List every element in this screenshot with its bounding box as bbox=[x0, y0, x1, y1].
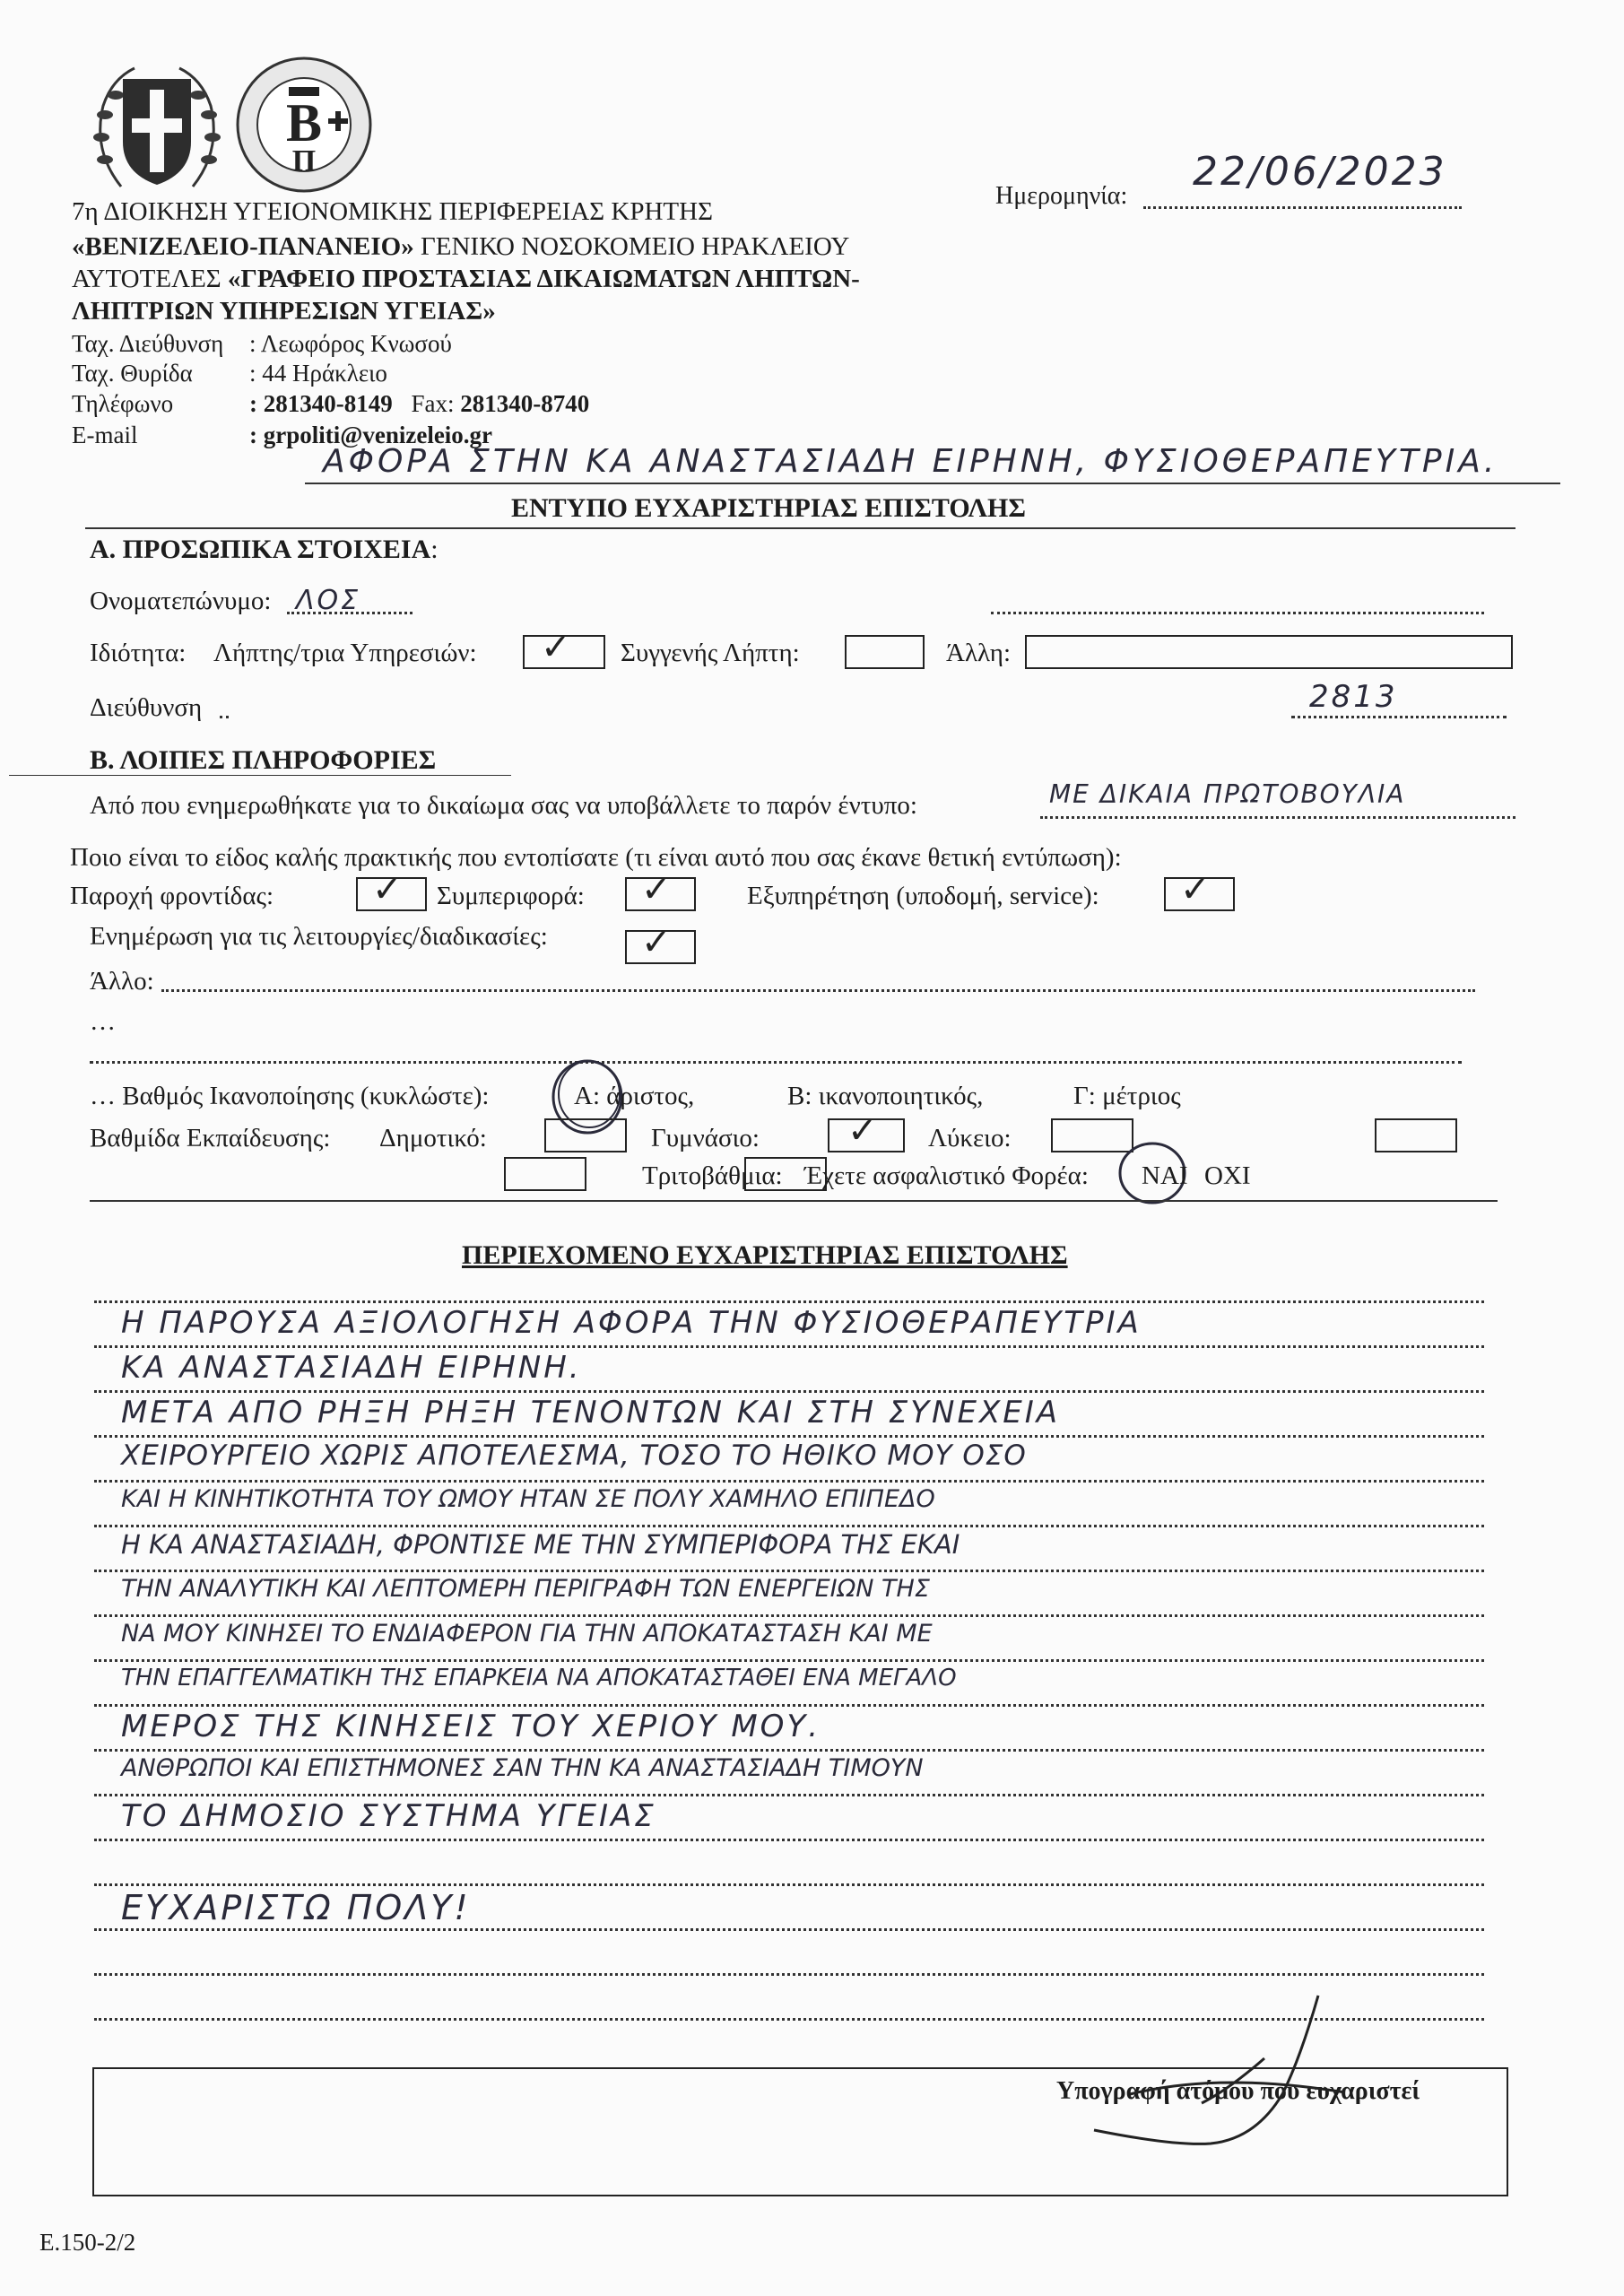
letter-guide-line bbox=[94, 1480, 1484, 1483]
date-dots bbox=[1143, 206, 1462, 209]
blank-dots bbox=[90, 1061, 1462, 1064]
check-mark-icon: ✓ bbox=[847, 1110, 878, 1152]
insurance-no[interactable]: ΟΧΙ bbox=[1204, 1161, 1251, 1190]
role-option-relative: Συγγενής Λήπτη: bbox=[621, 639, 800, 667]
role-label: Ιδιότητα: bbox=[90, 639, 187, 667]
email-label: E-mail bbox=[72, 422, 138, 448]
education-label: Βαθμίδα Εκπαίδευσης: bbox=[90, 1124, 331, 1152]
section-b-rule bbox=[9, 775, 511, 776]
header-line-2 bbox=[72, 234, 849, 260]
edu-tertiary-label: Τριτοβάθμια: bbox=[642, 1161, 783, 1190]
letter-guide-line bbox=[94, 1525, 1484, 1527]
fax-label: Fax: bbox=[411, 390, 455, 417]
hospital-type: ΓΕΝΙΚΟ ΝΟΣΟΚΟΜΕΙΟ ΗΡΑΚΛΕΙΟΥ bbox=[421, 232, 850, 261]
option-info-checkbox[interactable] bbox=[625, 922, 696, 964]
option-behavior-checkbox[interactable] bbox=[625, 869, 696, 911]
office-name-part2: ΛΗΠΤΡΙΩΝ ΥΠΗΡΕΣΙΩΝ ΥΓΕΙΑΣ» bbox=[72, 297, 496, 326]
insurance-question: Έχετε ασφαλιστικό Φορέα: bbox=[804, 1161, 1089, 1190]
edu-tertiary-checkbox-left[interactable] bbox=[504, 1157, 586, 1191]
letter-line-12: ΤΟ ΔΗΜΟΣΙΟ ΣΥΣΤΗΜΑ ΥΓΕΙΑΣ bbox=[121, 1798, 656, 1834]
address-field-label: Διεύθυνση bbox=[90, 693, 203, 722]
signature-scribble bbox=[1076, 1987, 1363, 2166]
letter-line-10: ΜΕΡΟΣ ΤΗΣ ΚΙΝΗΣΕΙΣ ΤΟΥ ΧΕΡΙΟΥ ΜΟΥ. bbox=[121, 1709, 821, 1744]
letter-line-8: ΝΑ ΜΟΥ ΚΙΝΗΣΕΙ ΤΟ ΕΝΔΙΑΦΕΡΟΝ ΓΙΑ ΤΗΝ ΑΠΟΚΑΤΑΣΤΑΣΗ ΚΑΙ ΜΕ bbox=[121, 1620, 933, 1648]
section-a-title bbox=[90, 536, 439, 563]
role-recipient-checkbox[interactable] bbox=[523, 627, 605, 669]
check-mark-icon: ✓ bbox=[641, 922, 672, 963]
edu-primary-label: Δημοτικό: bbox=[379, 1124, 487, 1152]
address-dots-1 bbox=[220, 716, 229, 718]
greek-state-emblem bbox=[85, 52, 229, 200]
edu-gymnasium-checkbox[interactable] bbox=[828, 1110, 905, 1152]
section-a-title-text: Α. ΠΡΟΣΩΠΙΚΑ ΣΤΟΙΧΕΙΑ bbox=[90, 535, 431, 564]
check-mark-icon: ✓ bbox=[541, 627, 571, 668]
option-service-label: Εξυπηρέτηση (υποδομή, service): bbox=[747, 882, 1099, 910]
section-b-bottom-rule bbox=[90, 1200, 1498, 1202]
letter-guide-line bbox=[94, 1390, 1484, 1393]
header-line-3 bbox=[72, 266, 860, 292]
insurance-yes[interactable]: ΝΑΙ bbox=[1142, 1161, 1188, 1190]
satisfaction-excellent[interactable]: Α: άριστος, bbox=[574, 1082, 695, 1110]
letter-guide-line bbox=[94, 1839, 1484, 1841]
letter-line-14: ΕΥΧΑΡΙΣΤΩ ΠΟΛΥ! bbox=[121, 1888, 471, 1927]
option-service-checkbox[interactable] bbox=[1164, 869, 1235, 911]
address-field-value: 2813 bbox=[1309, 679, 1398, 715]
letter-line-6: Η ΚΑ ΑΝΑΣΤΑΣΙΑΔΗ, ΦΡΟΝΤΙΣΕ ΜΕ ΤΗΝ ΣΥΜΠΕΡΙΦΟΡΑ ΤΗΣ ΕΚΑΙ bbox=[121, 1529, 960, 1560]
section-a-colon: : bbox=[430, 535, 439, 564]
letter-guide-line bbox=[94, 1883, 1484, 1886]
office-autonomous: ΑΥΤΟΤΕΛΕΣ bbox=[72, 265, 221, 293]
svg-text:Π: Π bbox=[291, 144, 317, 178]
date-label: Ημερομηνία: bbox=[995, 182, 1128, 210]
letter-line-9: ΤΗΝ ΕΠΑΓΓΕΛΜΑΤΙΚΗ ΤΗΣ ΕΠΑΡΚΕΙΑ ΝΑ ΑΠΟΚΑΤΑΣΤΑΘΕΙ ΕΝΑ ΜΕΓΑΛΟ bbox=[121, 1665, 957, 1692]
letter-guide-line bbox=[94, 1570, 1484, 1572]
letter-guide-line bbox=[94, 1973, 1484, 1976]
subject-underline bbox=[305, 483, 1560, 484]
other-label: Άλλο: bbox=[90, 967, 154, 996]
role-relative-checkbox[interactable] bbox=[845, 635, 925, 669]
other-ellipsis: … bbox=[90, 1007, 116, 1036]
signature-label: Υπογραφή ατόμου που ευχαριστεί bbox=[1056, 2077, 1420, 2105]
letter-guide-line bbox=[94, 1749, 1484, 1752]
letter-guide-line bbox=[94, 1345, 1484, 1348]
letter-body bbox=[94, 1292, 1493, 2036]
option-care-label: Παροχή φροντίδας: bbox=[70, 882, 274, 910]
letter-line-5: ΚΑΙ Η ΚΙΝΗΤΙΚΟΤΗΤΑ ΤΟΥ ΩΜΟΥ ΗΤΑΝ ΣΕ ΠΟΛΥ ΧΑΜΗΛΟ ΕΠΙΠΕΔΟ bbox=[121, 1485, 935, 1513]
edu-extra-checkbox[interactable] bbox=[1375, 1118, 1457, 1152]
letter-guide-line bbox=[94, 1794, 1484, 1796]
handwritten-subject: ΑΦΟΡΑ ΣΤΗΝ ΚΑ ΑΝΑΣΤΑΣΙΑΔΗ ΕΙΡΗΝΗ, ΦΥΣΙΟΘΕΡΑΠΕΥΤΡΙΑ. bbox=[323, 443, 1498, 480]
name-label: Ονοματεπώνυμο: bbox=[90, 587, 272, 615]
letter-line-2: ΚΑ ΑΝΑΣΤΑΣΙΑΔΗ ΕΙΡΗΝΗ. bbox=[121, 1350, 582, 1386]
letter-guide-line bbox=[94, 1704, 1484, 1707]
address-value: : Λεωφόρος Κνωσού bbox=[249, 330, 452, 357]
edu-lyceum-label: Λύκειο: bbox=[928, 1124, 1012, 1152]
satisfaction-moderate[interactable]: Γ: μέτριος bbox=[1073, 1082, 1181, 1110]
source-question: Από που ενημερωθήκατε για το δικαίωμα σας να υποβάλλετε το παρόν έντυπο: bbox=[90, 791, 917, 820]
practice-question: Ποιο είναι το είδος καλής πρακτικής που εντοπίσατε (τι είναι αυτό που σας έκανε θετική εντύπωση): bbox=[70, 843, 1122, 872]
letter-line-3: ΜΕΤΑ ΑΠΟ ΡΗΞΗ ΡΗΞΗ ΤΕΝΟΝΤΩΝ ΚΑΙ ΣΤΗ ΣΥΝΕΧΕΙΑ bbox=[121, 1395, 1061, 1431]
title-rule bbox=[85, 527, 1515, 529]
email-value: : grpoliti@venizeleio.gr bbox=[249, 422, 493, 448]
letter-line-4: ΧΕΙΡΟΥΡΓΕΙΟ ΧΩΡΙΣ ΑΠΟΤΕΛΕΣΜΑ, ΤΟΣΟ ΤΟ ΗΘΙΚΟ ΜΟΥ ΟΣΟ bbox=[121, 1439, 1027, 1472]
letter-guide-line bbox=[94, 1435, 1484, 1438]
role-option-recipient: Λήπτης/τρια Υπηρεσιών: bbox=[213, 639, 477, 667]
name-value: ΛΟΣ bbox=[296, 585, 361, 616]
letter-line-11: ΑΝΘΡΩΠΟΙ ΚΑΙ ΕΠΙΣΤΗΜΟΝΕΣ ΣΑΝ ΤΗΝ ΚΑ ΑΝΑΣΤΑΣΙΑΔΗ ΤΙΜΟΥΝ bbox=[121, 1754, 924, 1782]
other-dots bbox=[161, 989, 1475, 992]
date-value: 22/06/2023 bbox=[1193, 149, 1447, 195]
hospital-name: «ΒΕΝΙΖΕΛΕΙΟ-ΠΑΝΑΝΕΙΟ» bbox=[72, 232, 414, 261]
name-dots-2 bbox=[991, 612, 1484, 614]
edu-primary-checkbox[interactable] bbox=[544, 1118, 627, 1152]
check-mark-icon: ✓ bbox=[641, 869, 672, 910]
section-b-title: Β. ΛΟΙΠΕΣ ΠΛΗΡΟΦΟΡΙΕΣ bbox=[90, 745, 437, 775]
role-other-field[interactable] bbox=[1025, 635, 1513, 669]
letter-guide-line bbox=[94, 1614, 1484, 1617]
satisfaction-satisfactory[interactable]: Β: ικανοποιητικός, bbox=[787, 1082, 984, 1110]
phone-label: Τηλέφωνο bbox=[72, 390, 174, 417]
letter-guide-line bbox=[94, 1659, 1484, 1662]
phone-row bbox=[249, 392, 589, 416]
option-behavior-label: Συμπεριφορά: bbox=[437, 882, 585, 910]
pobox-label: Ταχ. Θυρίδα bbox=[72, 360, 193, 387]
option-info-label: Ενημέρωση για τις λειτουργίες/διαδικασίες: bbox=[90, 922, 548, 951]
check-mark-icon: ✓ bbox=[372, 869, 403, 910]
edu-gymnasium-label: Γυμνάσιο: bbox=[651, 1124, 760, 1152]
phone-value: : 281340-8149 bbox=[249, 390, 393, 417]
source-answer: ΜΕ ΔΙΚΑΙΑ ΠΡΩΤΟΒΟΥΛΙΑ bbox=[1049, 779, 1406, 809]
letter-guide-line bbox=[94, 1928, 1484, 1931]
address-dots-2 bbox=[1291, 716, 1507, 718]
source-dots bbox=[1040, 816, 1515, 819]
svg-text:Β: Β bbox=[285, 93, 323, 152]
option-care-checkbox[interactable] bbox=[356, 869, 427, 911]
header-line-1: 7η ΔΙΟΙΚΗΣΗ ΥΓΕΙΟΝΟΜΙΚΗΣ ΠΕΡΙΦΕΡΕΙΑΣ ΚΡΗΤΗΣ bbox=[72, 197, 713, 226]
role-option-other: Άλλη: bbox=[946, 639, 1012, 667]
letter-line-1: Η ΠΑΡΟΥΣΑ ΑΞΙΟΛΟΓΗΣΗ ΑΦΟΡΑ ΤΗΝ ΦΥΣΙΟΘΕΡΑΠΕΥΤΡΙΑ bbox=[121, 1305, 1142, 1341]
office-name-part1: «ΓΡΑΦΕΙΟ ΠΡΟΣΤΑΣΙΑΣ ΔΙΚΑΙΩΜΑΤΩΝ ΛΗΠΤΩΝ- bbox=[227, 265, 860, 293]
hospital-logo bbox=[235, 56, 374, 195]
form-code: Ε.150-2/2 bbox=[39, 2229, 136, 2256]
letter-line-7: ΤΗΝ ΑΝΑΛΥΤΙΚΗ ΚΑΙ ΛΕΠΤΟΜΕΡΗ ΠΕΡΙΓΡΑΦΗ ΤΩΝ ΕΝΕΡΓΕΙΩΝ ΤΗΣ bbox=[121, 1575, 930, 1603]
pobox-value: : 44 Ηράκλειο bbox=[249, 360, 387, 387]
letter-guide-line bbox=[94, 1300, 1484, 1303]
content-title: ΠΕΡΙΕΧΟΜΕΝΟ ΕΥΧΑΡΙΣΤΗΡΙΑΣ ΕΠΙΣΤΟΛΗΣ bbox=[462, 1240, 1068, 1270]
fax-value: 281340-8740 bbox=[460, 390, 590, 417]
check-mark-icon: ✓ bbox=[1180, 869, 1211, 910]
satisfaction-label: … Βαθμός Ικανοποίησης (κυκλώστε): bbox=[90, 1082, 490, 1110]
address-label: Ταχ. Διεύθυνση bbox=[72, 330, 224, 357]
form-title: ΕΝΤΥΠΟ ΕΥΧΑΡΙΣΤΗΡΙΑΣ ΕΠΙΣΤΟΛΗΣ bbox=[511, 493, 1026, 523]
